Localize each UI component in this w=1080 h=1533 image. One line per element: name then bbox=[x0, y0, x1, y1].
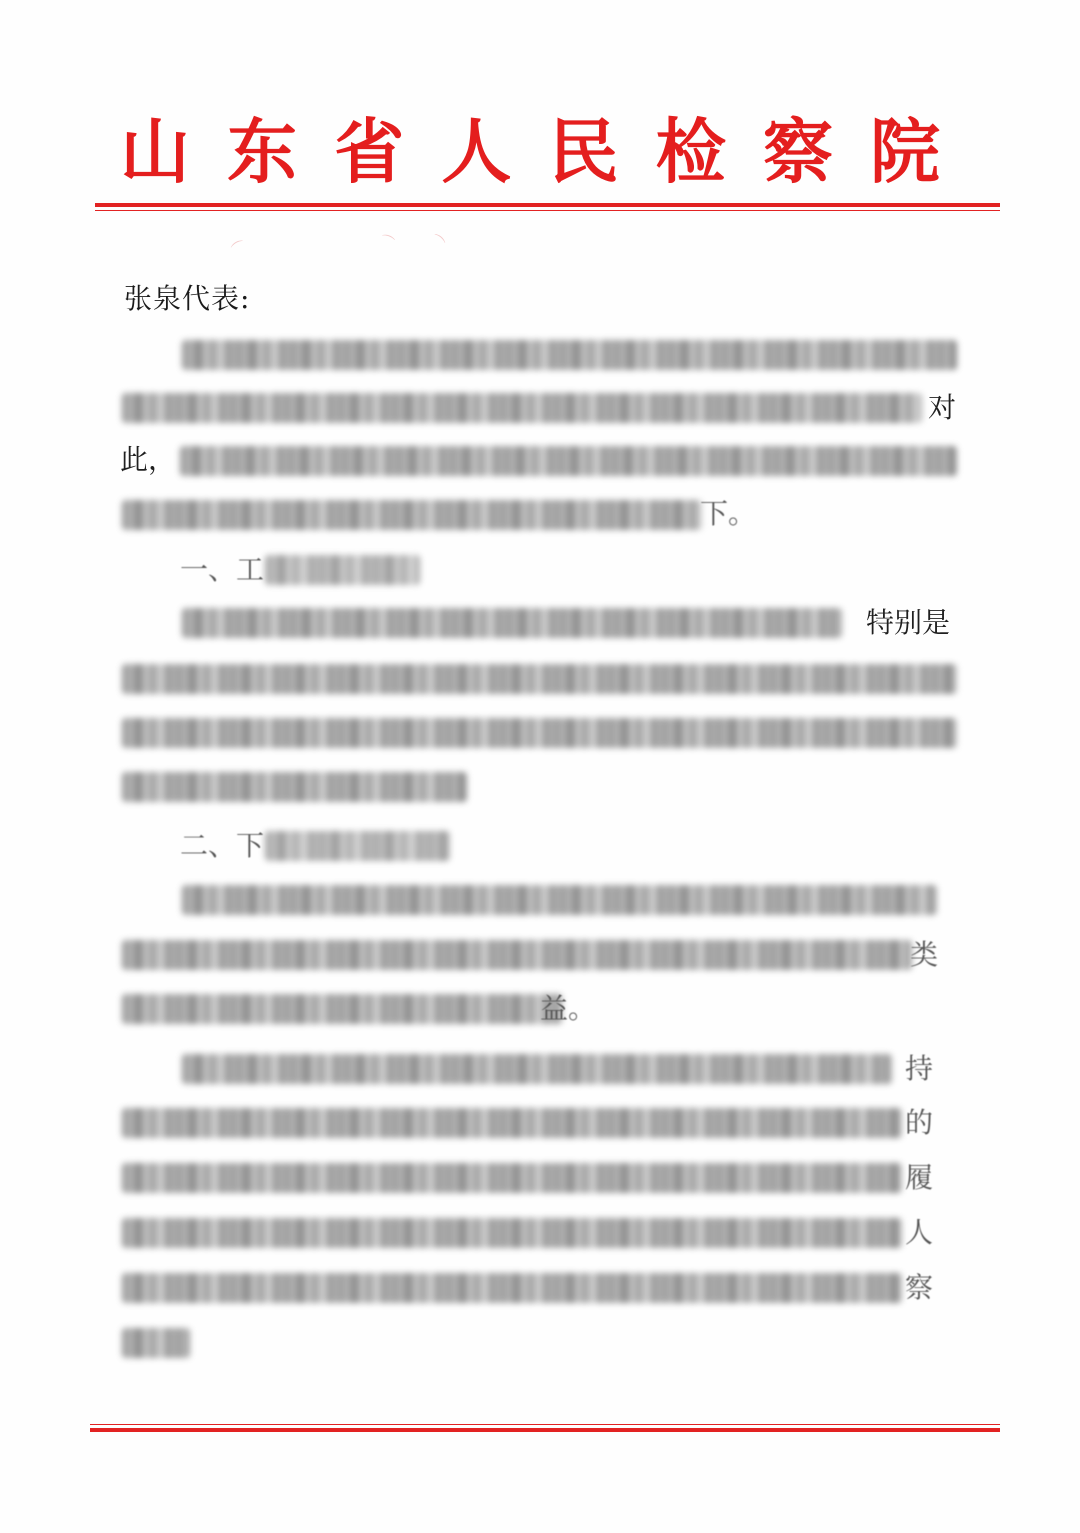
section-heading-fragment: 二、下 bbox=[180, 829, 265, 862]
redacted-text-line bbox=[122, 1163, 902, 1193]
visible-text-fragment: 此， bbox=[120, 443, 177, 476]
redacted-text-line bbox=[182, 885, 937, 915]
visible-text-fragment: 履 bbox=[905, 1161, 934, 1194]
letterhead-char: 察 bbox=[762, 110, 833, 193]
salutation: 张泉代表: bbox=[124, 282, 251, 315]
letterhead-char: 检 bbox=[655, 110, 726, 193]
redacted-text-line bbox=[122, 940, 912, 970]
redacted-text-line bbox=[122, 1108, 902, 1138]
visible-text-fragment: 察 bbox=[905, 1271, 934, 1304]
seal-trace: ⌒ bbox=[229, 238, 250, 260]
footer-rule-thick bbox=[90, 1428, 1000, 1432]
visible-text-fragment: 人 bbox=[905, 1216, 934, 1249]
visible-text-fragment: 特别是 bbox=[866, 606, 951, 639]
redacted-text-line bbox=[122, 718, 957, 748]
redacted-text-line bbox=[122, 1273, 902, 1303]
redacted-text-line bbox=[122, 994, 562, 1024]
redacted-text-line bbox=[122, 1218, 902, 1248]
letterhead-char: 省 bbox=[334, 110, 405, 193]
redacted-heading bbox=[265, 831, 450, 861]
header-rule-thick bbox=[95, 203, 1000, 207]
redacted-text-line bbox=[182, 1054, 892, 1084]
letterhead-char: 人 bbox=[441, 110, 512, 193]
letterhead-char: 山 bbox=[120, 110, 190, 193]
redacted-text-line bbox=[122, 1328, 190, 1358]
letterhead-title bbox=[120, 112, 940, 192]
redacted-text-line bbox=[122, 664, 957, 694]
redacted-text-line bbox=[182, 340, 957, 370]
letterhead-char: 院 bbox=[869, 110, 940, 193]
redacted-text-line bbox=[182, 608, 842, 638]
visible-text-fragment: 对 bbox=[928, 391, 957, 424]
visible-text-fragment: 类 bbox=[910, 938, 939, 971]
visible-text-fragment: 下。 bbox=[700, 497, 757, 530]
visible-text-fragment: 持 bbox=[905, 1052, 934, 1085]
letterhead-char: 东 bbox=[227, 110, 298, 193]
redacted-text-line bbox=[180, 446, 957, 476]
visible-text-fragment: 益。 bbox=[540, 992, 597, 1025]
visible-text-fragment: 的 bbox=[905, 1106, 934, 1139]
header-rule-thin bbox=[95, 210, 1000, 211]
letterhead-char: 民 bbox=[548, 110, 619, 193]
seal-trace: ⌒ bbox=[425, 232, 447, 254]
redacted-text-line bbox=[122, 772, 467, 802]
seal-trace: ⌒ bbox=[377, 233, 396, 253]
redacted-text-line bbox=[122, 500, 702, 530]
section-heading-fragment: 一、工 bbox=[180, 553, 265, 586]
footer-rule-thin bbox=[90, 1424, 1000, 1425]
redacted-heading bbox=[265, 555, 420, 585]
redacted-text-line bbox=[122, 393, 922, 423]
